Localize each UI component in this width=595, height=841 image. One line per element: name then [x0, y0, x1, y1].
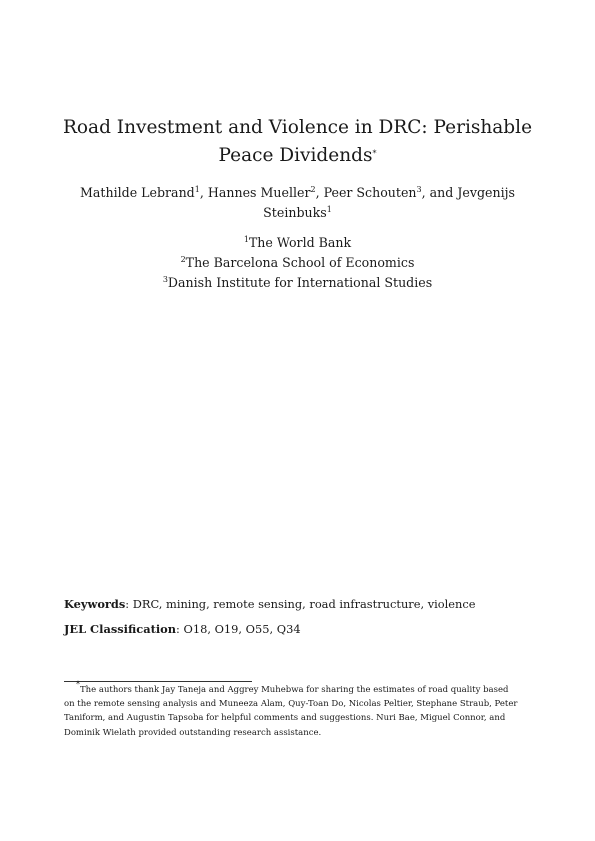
affiliation-item: [70, 253, 525, 273]
affiliation-name: Danish Institute for International Studies: [167, 275, 433, 290]
author-list: Mathilde Lebrand$^1$, Hannes Mueller$^2$, Peer Schouten$^3$, and Jevgenijs Steinbuks$^1$: [80, 185, 515, 220]
jel-label: JEL Classification: [64, 622, 177, 636]
title-footnote-mark: *: [372, 149, 377, 158]
footnote-mark: *: [76, 680, 80, 689]
keywords-text: : DRC, mining, remote sensing, road infrastructure, violence: [125, 597, 476, 611]
footnote-line: [64, 680, 530, 697]
author-affil-mark: 2: [310, 185, 316, 194]
jel-classification-line: [64, 621, 534, 637]
title-line-1: Road Investment and Violence in DRC: Perishable: [62, 117, 533, 138]
footnote-line: on the remote sensing analysis and Muneeza Alam, Quy-Toan Do, Nicolas Peltier, Stephane Straub, Peter: [64, 699, 518, 710]
footnote-divider: [64, 681, 252, 682]
author-affil-mark: 1: [326, 205, 332, 214]
affiliation-name: The Barcelona School of Economics: [185, 255, 415, 270]
affiliation-item: [70, 273, 525, 293]
keywords-line: [64, 596, 534, 612]
author-affil-mark: 1: [194, 185, 200, 194]
author-conjunction: , and Jevgenijs: [421, 185, 515, 200]
paper-title: [60, 114, 535, 170]
author-affil-mark: 3: [416, 185, 422, 194]
title-line-2: Peace Dividends: [218, 145, 373, 166]
footnote-line-text: The authors thank Jay Taneja and Aggrey Muhebwa for sharing the estimates of road quality based: [80, 685, 509, 695]
author-name: Hannes Mueller: [207, 185, 311, 200]
affiliation-list: [70, 233, 525, 293]
author-name: Steinbuks: [263, 205, 327, 220]
footnote-line: Dominik Wielath provided outstanding research assistance.: [64, 727, 322, 738]
affiliation-mark: 2: [180, 255, 186, 264]
author-name: Mathilde Lebrand: [80, 185, 195, 200]
footnote-line: Taniform, and Augustin Tapsoba for helpful comments and suggestions. Nuri Bae, Miguel Connor, and: [64, 713, 506, 724]
footnote: [64, 680, 530, 740]
affiliation-mark: 3: [162, 275, 168, 284]
keywords-label: Keywords: [64, 597, 126, 611]
affiliation-item: [70, 233, 525, 253]
author-name: Peer Schouten: [323, 185, 417, 200]
jel-text: : O18, O19, O55, Q34: [176, 622, 301, 636]
affiliation-mark: 1: [243, 235, 249, 244]
affiliation-name: The World Bank: [248, 235, 352, 250]
